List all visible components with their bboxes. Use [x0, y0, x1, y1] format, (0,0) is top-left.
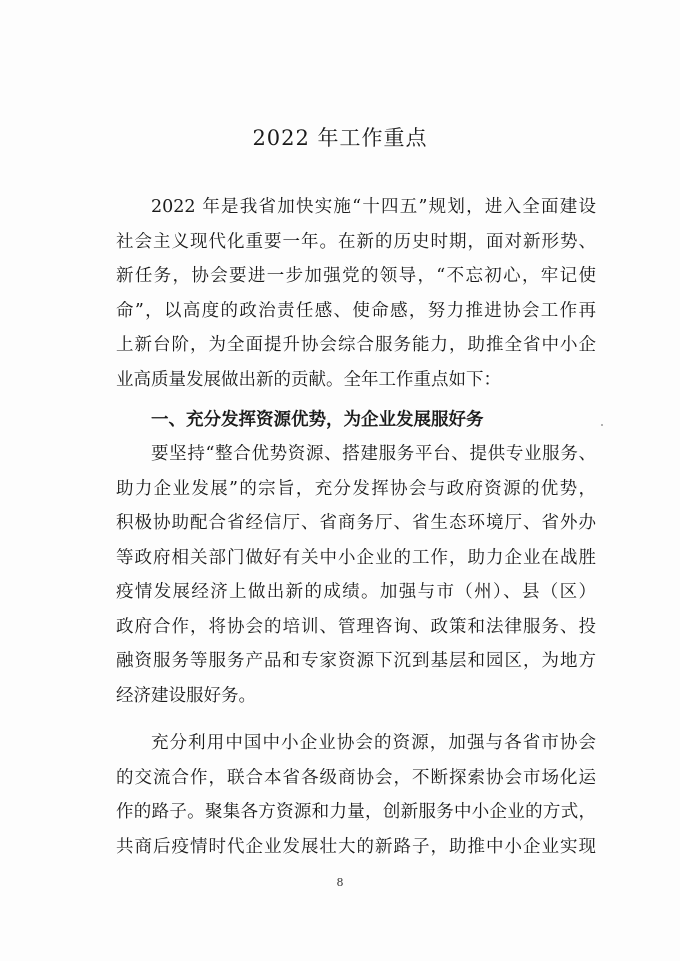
paragraph-line: 疫情发展经济上做出新的成绩。加强与市（州）、县（区）: [116, 582, 596, 602]
paragraph-line: 社会主义现代化重要一年。在新的历史时期，面对新形势、: [116, 231, 596, 252]
paragraph-line: 作的路子。聚集各方资源和力量，创新服务中小企业的方式，: [116, 802, 596, 822]
paragraph-line: 助力企业发展”的宗旨，充分发挥协会与政府资源的优势，: [116, 478, 596, 499]
paragraph-resources: [116, 437, 596, 713]
paragraph-cooperation: [116, 726, 596, 864]
paragraph-line: 政府合作，将协会的培训、管理咨询、政策和法律服务、投: [116, 616, 596, 637]
page-number: 8: [336, 876, 344, 889]
paragraph-intro: [116, 190, 596, 397]
paragraph-line: 新任务，协会要进一步加强党的领导，“不忘初心，牢记使: [116, 266, 596, 286]
paragraph-line: 业高质量发展做出新的贡献。全年工作重点如下：: [116, 369, 501, 390]
paragraph-line: 命”，以高度的政治责任感、使命感，努力推进协会工作再: [116, 300, 596, 321]
paragraph-line: 充分利用中国中小企业协会的资源，加强与各省市协会: [151, 733, 596, 753]
paragraph-line: 共商后疫情时代企业发展壮大的新路子，助推中小企业实现: [116, 836, 596, 857]
paragraph-line: 经济建设服好务。: [116, 685, 256, 706]
paragraph-line: 融资服务等服务产品和专家资源下沉到基层和园区，为地方: [116, 651, 596, 671]
paragraph-line: 要坚持“整合优势资源、搭建服务平台、提供专业服务、: [151, 444, 596, 464]
document-title: 2022 年工作重点: [252, 126, 428, 150]
paragraph-line: 的交流合作，联合本省各级商协会，不断探索协会市场化运: [116, 767, 596, 788]
paragraph-line: 积极协助配合省经信厅、省商务厅、省生态环境厅、省外办: [116, 513, 596, 533]
paragraph-line: 上新台阶，为全面提升协会综合服务能力，助推全省中小企: [116, 335, 596, 355]
paragraph-line: 2022 年是我省加快实施“十四五”规划，进入全面建设: [151, 197, 596, 217]
scan-speck: [601, 424, 603, 426]
paragraph-line: 等政府相关部门做好有关中小企业的工作，助力企业在战胜: [116, 547, 596, 568]
section-heading: 一、充分发挥资源优势，为企业发展服好务: [151, 410, 484, 430]
